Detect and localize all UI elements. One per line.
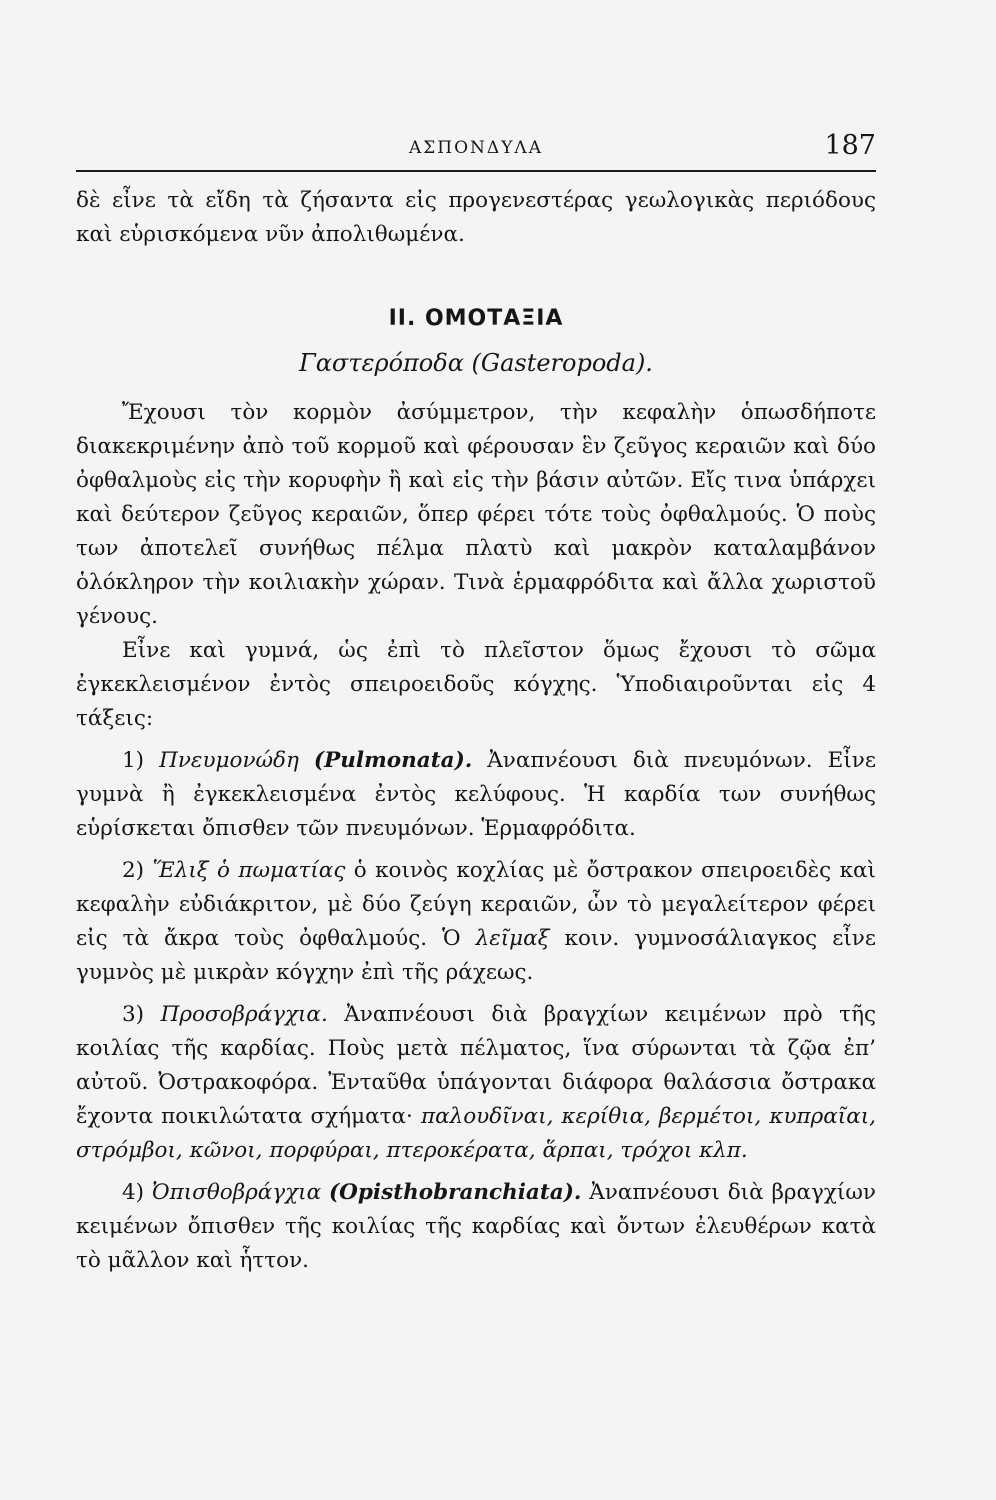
item-name: Προσοβράγχια. [160,1002,328,1027]
item-examples: παλουδῖναι, κερίθια, βερμέτοι, κυπραῖαι, στρόμβοι, κῶνοι, πορφύραι, πτεροκέρατα, ἅρπαι, τρόχοι κλπ. [76,1104,877,1163]
item-text-secondary: κοιν. γυμνοσάλιαγκος εἶνε γυμνὸς μὲ μικρὰν κόγχην ἐπὶ τῆς ράχεως. [76,926,876,985]
item-name: Ὀπισθοβράγχια [151,1180,322,1205]
item-number: 1) [122,748,145,773]
item-text: Ἀναπνέουσι διὰ πνευμόνων. Εἶνε γυμνὰ ἢ ἐγκεκλεισμένα ἐντὸς κελύφους. Ἡ καρδία των συνήθως εὑρίσκεται ὄπισθεν τῶν πνευμόνων. Ἑρμαφρόδιτα. [76,748,876,841]
item-number: 3) [122,1002,145,1027]
item-latin-name: (Opisthobranchiata). [329,1180,582,1205]
section-subheading: Γαστερόποδα (Gasteropoda). [299,349,653,377]
section-heading: ΙΙ. ΟΜΟΤΑΞΙΑ [388,306,564,331]
item-name-secondary: λεῖμαξ [475,926,550,951]
item-latin-name: (Pulmonata). [313,748,473,773]
list-item-prosobranchia [76,998,876,1168]
paragraph-description: Ἔχουσι τὸν κορμὸν ἀσύμμετρον, τὴν κεφαλὴν ὁπωσδήποτε διακεκριμένην ἀπὸ τοῦ κορμοῦ καὶ φέρουσαν ἓν ζεῦγος κεραιῶν καὶ δύο ὀφθαλμοὺς εἰς τὴν κορυφὴν ἢ καὶ εἰς τὴν βάσιν αὐτῶν. Εἴς τινα ὑπάρχει καὶ δεύτερον ζεῦγος κεραιῶν, ὅπερ φέρει τότε τοὺς ὀφθαλμούς. Ὁ ποὺς των ἀποτελεῖ συνήθως πέλμα πλατὺ καὶ μακρὸν καταλαμβάνον ὁλόκληρον τὴν κοιλιακὴν χώραν. Τινὰ ἑρμαφρόδιτα καὶ ἄλλα χωριστοῦ γένους. [76,400,876,629]
item-text: ὁ κοινὸς κοχλίας μὲ ὄστρακον σπειροειδὲς καὶ κεφαλὴν εὐδιάκριτον, μὲ δύο ζεύγη κεραιῶν, ὧν τὸ μεγαλείτερον φέρει εἰς τὰ ἄκρα τοὺς ὀφθαλμούς. Ὁ [76,858,876,951]
intro-paragraph: δὲ εἶνε τὰ εἴδη τὰ ζήσαντα εἰς προγενεστέρας γεωλογικὰς περιόδους καὶ εὑρισκόμενα νῦν ἀπολιθωμένα. [76,188,876,247]
body-text [76,184,876,1278]
item-number: 2) [122,858,145,883]
list-item-pulmonata [76,744,876,846]
running-header [76,130,876,170]
page-number: 187 [824,130,876,161]
paragraph-classification: Εἶνε καὶ γυμνά, ὡς ἐπὶ τὸ πλεῖστον ὅμως ἔχουσι τὸ σῶμα ἐγκεκλεισμένον ἐντὸς σπειροειδοῦς κόγχης. Ὑποδιαιροῦνται εἰς 4 τάξεις: [76,638,876,731]
header-rule [76,170,876,172]
item-number: 4) [122,1180,145,1205]
item-text: Ἀναπνέουσι διὰ βραγχίων κειμένων πρὸ τῆς κοιλίας τῆς καρδίας. Ποὺς μετὰ πέλματος, ἵνα σύρωνται τὰ ζῷα ἐπ’ αὐτοῦ. Ὀστρακοφόρα. Ἐνταῦθα ὑπάγονται διάφορα θαλάσσια ὄστρακα ἔχοντα ποικιλώτατα σχήματα· [76,1002,876,1129]
item-name: Ἕλιξ ὁ πωματίας [152,858,346,883]
item-name: Πνευμονώδη [159,748,299,773]
list-item-helix [76,854,876,990]
running-title: ΑΣΠΟΝΔΥΛΑ [409,138,543,158]
item-text: Ἀναπνέουσι διὰ βραγχίων κειμένων ὄπισθεν τῆς κοιλίας τῆς καρδίας καὶ ὄντων ἐλευθέρων κατὰ τὸ μᾶλλον καὶ ἧττον. [76,1180,876,1273]
list-item-opisthobranchia [76,1176,876,1278]
